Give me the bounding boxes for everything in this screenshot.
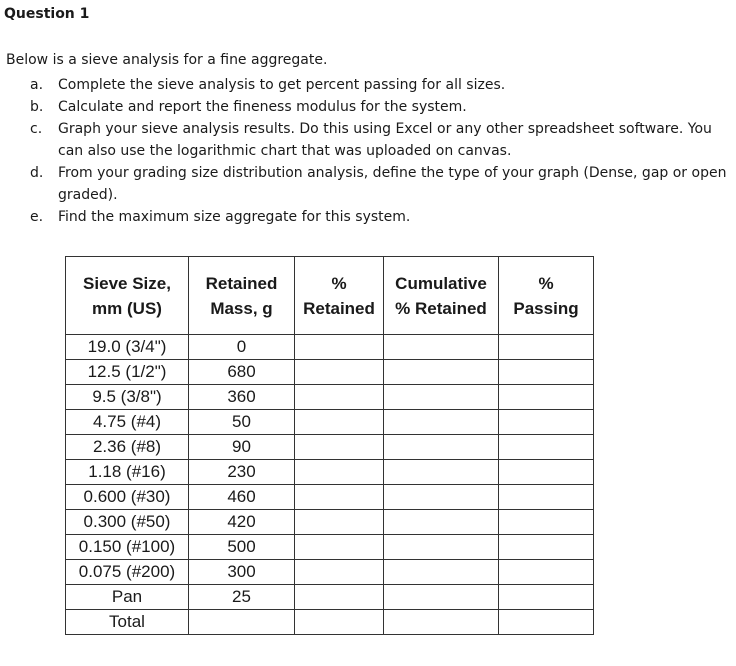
header-line: % (331, 273, 347, 293)
cell-cumulative-retained (384, 460, 499, 485)
table-row (66, 585, 594, 610)
header-line: Cumulative (395, 273, 487, 293)
cell-cumulative-retained (384, 610, 499, 635)
header-line: % (538, 273, 554, 293)
cell-sieve-size: 19.0 (3/4") (66, 335, 189, 360)
question-title: Question 1 (4, 6, 90, 22)
cell-percent-passing (499, 335, 594, 360)
cell-percent-retained (295, 610, 384, 635)
header-line: Sieve Size, (83, 273, 171, 293)
cell-percent-retained (295, 410, 384, 435)
cell-retained-mass: 420 (189, 510, 295, 535)
header-sieve-size (66, 257, 189, 335)
task-text: Graph your sieve analysis results. Do this using Excel or any other spreadsheet software. You can also use the logarithmic chart that was uploaded on canvas. (58, 121, 712, 159)
cell-percent-passing (499, 385, 594, 410)
cell-sieve-size: Pan (66, 585, 189, 610)
cell-cumulative-retained (384, 510, 499, 535)
cell-cumulative-retained (384, 485, 499, 510)
header-line: % Retained (395, 298, 487, 318)
header-line: Passing (513, 298, 579, 318)
task-text: Complete the sieve analysis to get percent passing for all sizes. (58, 77, 506, 93)
cell-retained-mass: 25 (189, 585, 295, 610)
cell-retained-mass (189, 610, 295, 635)
header-line: mm (US) (92, 298, 162, 318)
cell-percent-retained (295, 435, 384, 460)
cell-percent-passing (499, 510, 594, 535)
cell-percent-retained (295, 360, 384, 385)
cell-sieve-size: 0.075 (#200) (66, 560, 189, 585)
header-line: Mass, g (210, 298, 273, 318)
cell-sieve-size: 4.75 (#4) (66, 410, 189, 435)
task-item-a (30, 74, 730, 96)
table-row (66, 360, 594, 385)
cell-percent-passing (499, 360, 594, 385)
cell-retained-mass: 0 (189, 335, 295, 360)
cell-sieve-size: 1.18 (#16) (66, 460, 189, 485)
cell-retained-mass: 50 (189, 410, 295, 435)
task-list (30, 74, 730, 228)
cell-retained-mass: 90 (189, 435, 295, 460)
table-row (66, 510, 594, 535)
cell-cumulative-retained (384, 435, 499, 460)
task-letter: d. (30, 165, 44, 181)
table-row (66, 460, 594, 485)
header-line: Retained (205, 273, 278, 293)
cell-cumulative-retained (384, 535, 499, 560)
table-header-row (66, 257, 594, 335)
table-body (66, 335, 594, 635)
cell-percent-retained (295, 535, 384, 560)
table-row (66, 410, 594, 435)
cell-percent-retained (295, 560, 384, 585)
cell-percent-retained (295, 335, 384, 360)
table-row (66, 610, 594, 635)
cell-percent-passing (499, 610, 594, 635)
cell-retained-mass: 230 (189, 460, 295, 485)
cell-cumulative-retained (384, 585, 499, 610)
cell-sieve-size: 12.5 (1/2") (66, 360, 189, 385)
cell-cumulative-retained (384, 385, 499, 410)
cell-percent-passing (499, 560, 594, 585)
cell-sieve-size: 0.150 (#100) (66, 535, 189, 560)
task-letter: b. (30, 99, 44, 115)
header-percent-passing (499, 257, 594, 335)
cell-percent-passing (499, 535, 594, 560)
cell-percent-retained (295, 460, 384, 485)
cell-retained-mass: 300 (189, 560, 295, 585)
task-letter: c. (30, 121, 43, 137)
cell-percent-passing (499, 435, 594, 460)
cell-sieve-size: 9.5 (3/8") (66, 385, 189, 410)
cell-cumulative-retained (384, 335, 499, 360)
cell-percent-retained (295, 385, 384, 410)
task-item-b (30, 96, 730, 118)
cell-retained-mass: 460 (189, 485, 295, 510)
cell-sieve-size: 0.600 (#30) (66, 485, 189, 510)
task-item-c (30, 118, 730, 162)
table-row (66, 535, 594, 560)
cell-sieve-size: 0.300 (#50) (66, 510, 189, 535)
cell-percent-retained (295, 510, 384, 535)
table-row (66, 385, 594, 410)
header-percent-retained (295, 257, 384, 335)
task-item-d (30, 162, 730, 206)
task-text: Calculate and report the fineness modulus for the system. (58, 99, 467, 115)
header-line: Retained (303, 298, 375, 318)
cell-cumulative-retained (384, 560, 499, 585)
cell-percent-retained (295, 485, 384, 510)
cell-percent-passing (499, 485, 594, 510)
cell-sieve-size: Total (66, 610, 189, 635)
cell-retained-mass: 500 (189, 535, 295, 560)
task-item-e (30, 206, 730, 228)
task-text: From your grading size distribution analysis, define the type of your graph (Dense, gap or open graded). (58, 165, 727, 203)
cell-retained-mass: 680 (189, 360, 295, 385)
sieve-analysis-table (65, 256, 594, 635)
task-text: Find the maximum size aggregate for this system. (58, 209, 411, 225)
cell-percent-passing (499, 410, 594, 435)
table-row (66, 485, 594, 510)
cell-percent-passing (499, 460, 594, 485)
table-row (66, 435, 594, 460)
cell-percent-retained (295, 585, 384, 610)
cell-cumulative-retained (384, 360, 499, 385)
cell-retained-mass: 360 (189, 385, 295, 410)
table-row (66, 335, 594, 360)
cell-percent-passing (499, 585, 594, 610)
header-retained-mass (189, 257, 295, 335)
header-cumulative-retained (384, 257, 499, 335)
task-letter: e. (30, 209, 44, 225)
cell-sieve-size: 2.36 (#8) (66, 435, 189, 460)
intro-text: Below is a sieve analysis for a fine aggregate. (6, 52, 328, 68)
task-letter: a. (30, 77, 44, 93)
cell-cumulative-retained (384, 410, 499, 435)
table-row (66, 560, 594, 585)
